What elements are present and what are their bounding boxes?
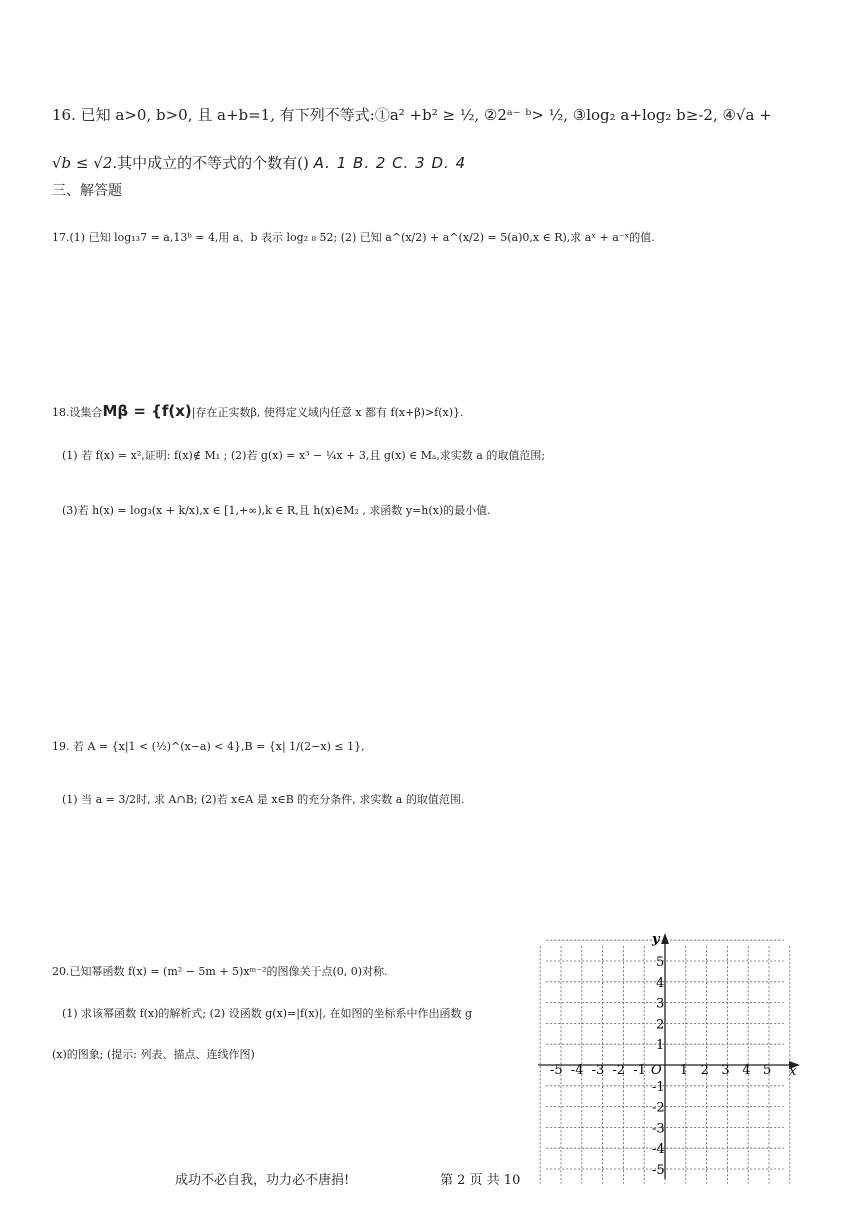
q16-line1: 16. 已知 a>0, b>0, 且 a+b=1, 有下列不等式:①a² +b² ≥ ½, ②2ᵃ⁻ ᵇ> ½, ③log₂ a+log₂ b≥-2, ④√a + [52, 106, 772, 124]
y-tick-label: 5 [656, 955, 665, 970]
footer-motto: 成功不必自我，功力必不唐捐! [175, 1173, 350, 1188]
y-tick-label: 3 [656, 996, 665, 1012]
q16-inequality-4-end: √b ≤ √2. [52, 154, 118, 172]
x-axis-label: x [789, 1064, 797, 1079]
q18-header [52, 402, 464, 420]
origin-label: O [651, 1063, 662, 1078]
q18-part3: (3)若 h(x) = log₃(x + k/x),x ∈ [1,+∞),k ∈ R,且 h(x)∈M₂ , 求函数 y=h(x)的最小值. [62, 504, 491, 517]
y-tick-label: -1 [652, 1079, 665, 1095]
coordinate-grid [530, 925, 805, 1185]
q18-prefix: 18.设集合 [52, 406, 103, 419]
q16-choices: A. 1 B. 2 C. 3 D. 4 [313, 154, 467, 172]
x-tick-label: -3 [591, 1063, 605, 1078]
q16-question: 其中成立的不等式的个数有() [117, 154, 309, 172]
y-tick-label: -5 [652, 1163, 665, 1178]
x-tick-label: 2 [700, 1063, 709, 1078]
q18-suffix: |存在正实数β, 使得定义域内任意 x 都有 f(x+β)>f(x)}. [191, 406, 464, 419]
y-axis-label: y [652, 932, 660, 947]
q20-line1: 20.已知幂函数 f(x) = (m² − 5m + 5)xᵐ⁻²的图像关于点(0, 0)对称. [52, 965, 388, 978]
y-axis-arrow-icon [661, 933, 669, 944]
q16-line2 [52, 152, 466, 173]
y-tick-label: -2 [652, 1100, 665, 1116]
q18-part1-2: (1) 若 f(x) = x²,证明: f(x)∉ M₁ ; (2)若 g(x) = x³ − ¼x + 3,且 g(x) ∈ Mₐ,求实数 a 的取值范围; [62, 449, 546, 462]
q19-line1: 19. 若 A = {x|1 < (½)^(x−a) < 4},B = {x| 1/(2−x) ≤ 1}, [52, 740, 365, 753]
section-title: 三、解答题 [52, 183, 122, 199]
x-tick-label: -2 [612, 1063, 626, 1078]
y-tick-label: -4 [652, 1142, 665, 1158]
q17-text: 17.(1) 已知 log₁₃7 = a,13ᵇ = 4,用 a、b 表示 log₂ ₈ 52; (2) 已知 a^(x/2) + a^(x/2) = 5(a)0,x ∈ R),求 aˣ + a⁻ˣ的值. [52, 231, 655, 244]
footer-page-number: 第 2 页 共 10 [440, 1173, 521, 1188]
q19-line2: (1) 当 a = 3/2时, 求 A∩B; (2)若 x∈A 是 x∈B 的充分条件, 求实数 a 的取值范围. [62, 793, 465, 806]
x-tick-label: 1 [679, 1063, 689, 1078]
q18-set-m-beta: Mβ = {f(x) [102, 402, 192, 420]
q20-line2: (1) 求该幂函数 f(x)的解析式; (2) 设函数 g(x)=|f(x)|, 在如图的坐标系中作出函数 g [62, 1007, 473, 1020]
y-tick-label: 4 [656, 975, 665, 991]
y-tick-label: -3 [652, 1121, 665, 1137]
x-tick-label: -1 [633, 1063, 646, 1078]
x-tick-label: 4 [742, 1063, 751, 1078]
x-tick-label: 5 [763, 1063, 772, 1078]
q20-line3: (x)的图象; (提示: 列表、描点、连线作图) [52, 1048, 255, 1061]
axes [538, 933, 800, 1179]
y-tick-label: 1 [656, 1038, 665, 1054]
y-tick-label: 2 [656, 1017, 665, 1033]
x-tick-label: -5 [550, 1063, 563, 1078]
x-tick-label: -4 [570, 1063, 584, 1078]
x-tick-label: 3 [721, 1063, 730, 1078]
